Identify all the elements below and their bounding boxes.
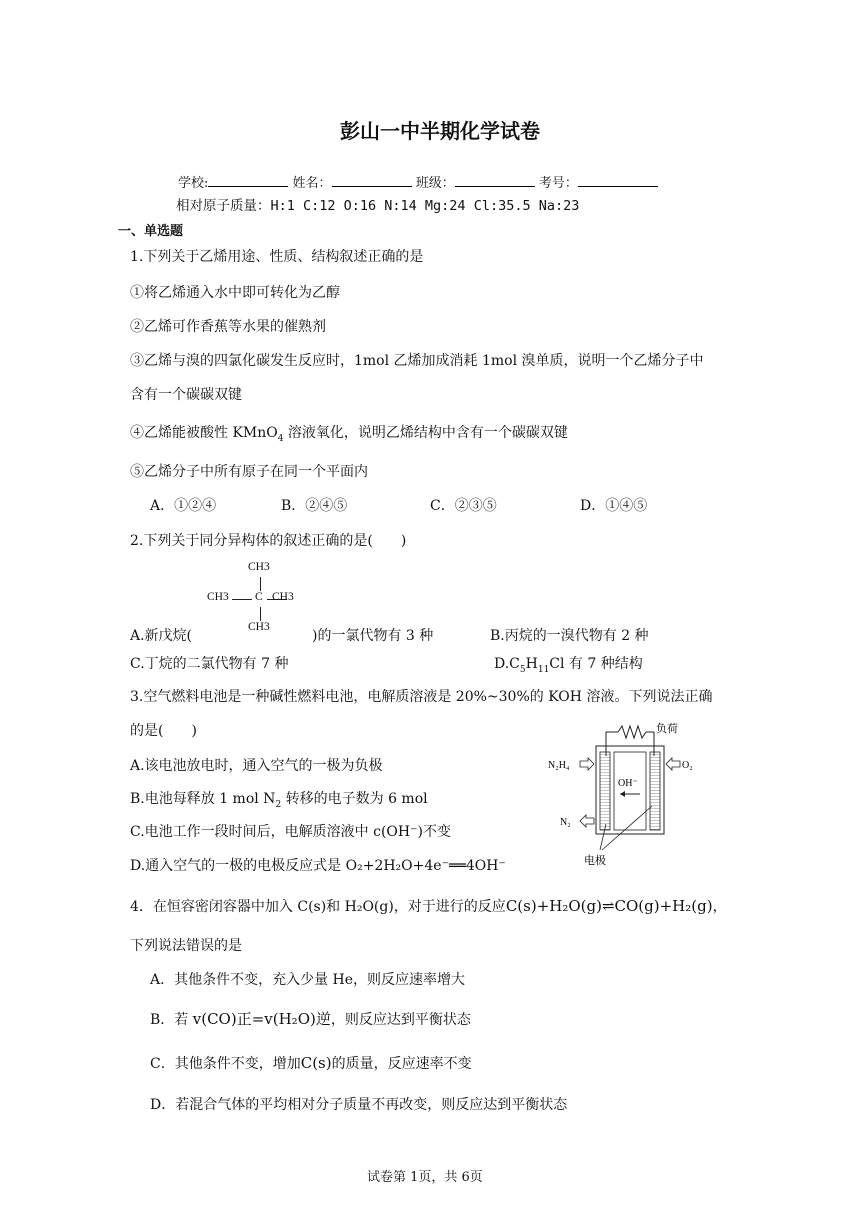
q1-statement-1: ①将乙烯通入水中即可转化为乙醇 bbox=[130, 285, 340, 301]
q3-option-d: D.通入空气的一极的电极反应式是 O₂+2H₂O+4e⁻══4OH⁻ bbox=[130, 858, 506, 874]
fuel-cell-diagram bbox=[540, 712, 710, 872]
bond-bottom bbox=[260, 607, 261, 621]
q3-option-a: A.该电池放电时，通入空气的一极为负极 bbox=[130, 758, 383, 774]
electrode-label: 电极 bbox=[584, 855, 606, 867]
q1-statement-4: ④乙烯能被酸性 KMnO$_4$ 溶液氧化，说明乙烯结构中含有一个碳碳双键 bbox=[130, 425, 568, 444]
q4-option-c: C．其他条件不变，增加C(s)的质量，反应速率不变 bbox=[150, 1054, 472, 1072]
exam-no-label: 考号： bbox=[538, 176, 578, 191]
neopentane-right-ch3: CH3 bbox=[272, 591, 294, 603]
q3-option-c: C.电池工作一段时间后，电解质溶液中 c(OH⁻)不变 bbox=[130, 824, 451, 840]
school-label: 学校: bbox=[178, 176, 209, 191]
n2-label: N₂ bbox=[560, 817, 571, 828]
q2-option-b: B.丙烷的一溴代物有 2 种 bbox=[490, 628, 649, 644]
neopentane-center-c: C bbox=[255, 591, 263, 603]
load-resistor bbox=[618, 726, 646, 738]
exam-no-blank bbox=[578, 174, 658, 187]
q4-option-b: B．若 v(CO)正=v(H₂O)逆，则反应达到平衡状态 bbox=[150, 1010, 471, 1028]
q1-statement-3a: ③乙烯与溴的四氯化碳发生反应时，1mol 乙烯加成消耗 1mol 溴单质，说明一个乙烯分子中 bbox=[130, 353, 704, 369]
load-label: 负荷 bbox=[656, 723, 678, 735]
neopentane-top-ch3: CH3 bbox=[248, 561, 270, 573]
n2h4-label: N₂H₄ bbox=[548, 760, 570, 771]
name-label: 姓名： bbox=[292, 176, 332, 191]
q1-statement-2: ②乙烯可作香蕉等水果的催熟剂 bbox=[130, 319, 326, 335]
school-blank bbox=[208, 174, 288, 187]
bond-left bbox=[232, 599, 252, 600]
bond-top bbox=[260, 577, 261, 591]
oh-arrow-head bbox=[620, 791, 625, 797]
q1-option-b: B．②④⑤ bbox=[281, 498, 348, 514]
class-label: 班级： bbox=[415, 176, 455, 191]
atomic-mass-line: 相对原子质量：H:1 C:12 O:16 N:14 Mg:24 Cl:35.5 Na:23 bbox=[176, 198, 580, 214]
q4-option-d: D．若混合气体的平均相对分子质量不再改变，则反应达到平衡状态 bbox=[150, 1097, 568, 1113]
oh-label: OH⁻ bbox=[618, 778, 638, 789]
q1-option-c: C．②③⑤ bbox=[430, 498, 497, 514]
q4-option-a: A．其他条件不变，充入少量 He，则反应速率增大 bbox=[150, 972, 466, 988]
o2-inlet-arrow bbox=[666, 758, 680, 770]
q1-statement-5: ⑤乙烯分子中所有原子在同一个平面内 bbox=[130, 464, 368, 480]
q1-statement-3b: 含有一个碳碳双键 bbox=[130, 387, 242, 403]
neopentane-bottom-ch3: CH3 bbox=[248, 621, 270, 633]
n2h4-inlet-arrow bbox=[580, 758, 594, 770]
q1-option-d: D．①④⑤ bbox=[580, 498, 648, 514]
q2-option-c: C.丁烷的二氯代物有 7 种 bbox=[130, 656, 289, 672]
left-electrode bbox=[600, 752, 610, 830]
right-electrode bbox=[650, 752, 660, 830]
n2-outlet-arrow bbox=[580, 815, 594, 827]
q3-stem-b: 的是( ) bbox=[130, 723, 197, 739]
class-blank bbox=[455, 174, 535, 187]
q1-option-a: A．①②④ bbox=[150, 498, 217, 514]
q4-stem-a: 4．在恒容密闭容器中加入 C(s)和 H₂O(g)，对于进行的反应C(s)+H₂O(g)⇌CO(g)+H₂(g)， bbox=[130, 897, 727, 915]
q2-option-a-post: )的一氯代物有 3 种 bbox=[312, 628, 434, 644]
q2-stem: 2.下列关于同分异构体的叙述正确的是( ) bbox=[130, 533, 407, 549]
name-blank bbox=[332, 174, 412, 187]
q3-option-b: B.电池每释放 1 mol $N_2$ 转移的电子数为 6 mol bbox=[130, 791, 428, 810]
o2-label: O₂ bbox=[682, 760, 693, 771]
q2-option-d: $D.C_5H_{11}Cl$ 有 7 种结构 bbox=[494, 656, 643, 675]
q4-stem-b: 下列说法错误的是 bbox=[130, 938, 242, 954]
page-title: 彭山一中半期化学试卷 bbox=[340, 119, 540, 143]
q2-option-a-pre: A.新戊烷( bbox=[130, 628, 193, 644]
electrolyte bbox=[614, 752, 646, 830]
q1-stem: 1.下列关于乙烯用途、性质、结构叙述正确的是 bbox=[130, 249, 424, 265]
q3-stem-a: 3.空气燃料电池是一种碱性燃料电池，电解质溶液是 20%~30%的 KOH 溶液。下列说法正确 bbox=[130, 689, 713, 705]
section-heading: 一、单选题 bbox=[118, 224, 184, 239]
neopentane-left-ch3: CH3 bbox=[207, 591, 229, 603]
page-footer: 试卷第 1页，共 6页 bbox=[367, 1170, 483, 1185]
student-info-line bbox=[178, 172, 658, 191]
